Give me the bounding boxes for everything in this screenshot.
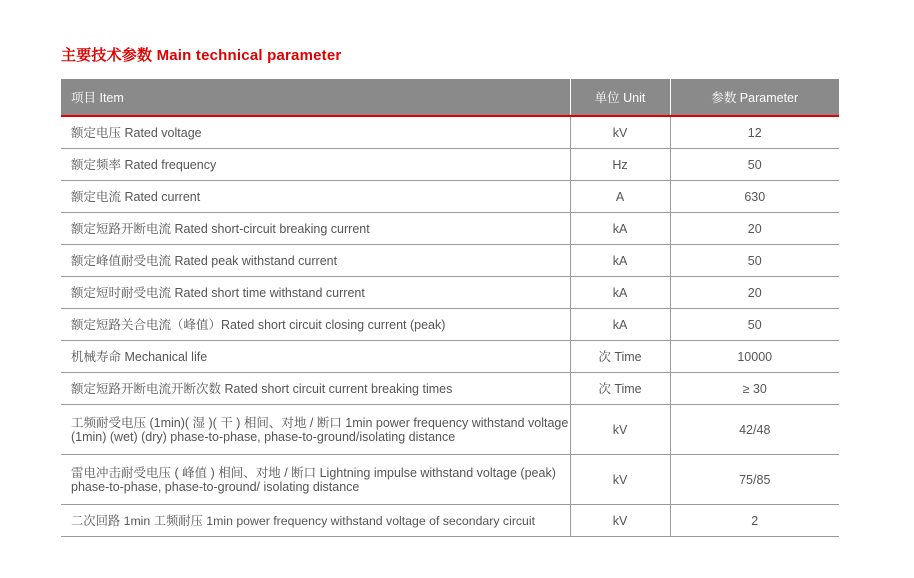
value-cell: 12	[670, 116, 839, 149]
header-unit: 单位 Unit	[570, 79, 670, 116]
unit-cell: A	[570, 181, 670, 213]
value-cell: 630	[670, 181, 839, 213]
item-cell: 二次回路 1min 工频耐压 1min power frequency withstand voltage of secondary circuit	[61, 505, 570, 537]
table-row	[61, 213, 839, 245]
table-row	[61, 455, 839, 505]
unit-cell: kV	[570, 405, 670, 455]
table-row	[61, 181, 839, 213]
item-cell: 额定短路关合电流（峰值）Rated short circuit closing current (peak)	[61, 309, 570, 341]
value-cell: 50	[670, 149, 839, 181]
item-cell: 额定短路开断电流开断次数 Rated short circuit current breaking times	[61, 373, 570, 405]
unit-cell: kA	[570, 277, 670, 309]
table-row	[61, 373, 839, 405]
table-row	[61, 277, 839, 309]
value-cell: 20	[670, 213, 839, 245]
item-cell: 工频耐受电压 (1min)( 湿 )( 干 ) 相间、对地 / 断口 1min power frequency withstand voltage (1min) (wet) (dry) phase-to-phase, phase-to-ground/isolating distance	[61, 405, 570, 455]
unit-cell: kV	[570, 455, 670, 505]
unit-cell: 次 Time	[570, 341, 670, 373]
value-cell: ≥ 30	[670, 373, 839, 405]
header-parameter: 参数 Parameter	[670, 79, 839, 116]
table-header-row	[61, 79, 839, 116]
item-cell: 额定电流 Rated current	[61, 181, 570, 213]
unit-cell: kA	[570, 213, 670, 245]
item-cell: 额定峰值耐受电流 Rated peak withstand current	[61, 245, 570, 277]
item-cell: 额定频率 Rated frequency	[61, 149, 570, 181]
unit-cell: kA	[570, 309, 670, 341]
technical-parameter-table	[61, 79, 839, 537]
page-title: 主要技术参数 Main technical parameter	[61, 47, 342, 64]
value-cell: 50	[670, 245, 839, 277]
table-row	[61, 341, 839, 373]
unit-cell: kV	[570, 116, 670, 149]
table-row	[61, 149, 839, 181]
table-row	[61, 405, 839, 455]
table-row	[61, 245, 839, 277]
unit-cell: Hz	[570, 149, 670, 181]
table-row	[61, 505, 839, 537]
value-cell: 50	[670, 309, 839, 341]
table-row	[61, 309, 839, 341]
item-cell: 额定短时耐受电流 Rated short time withstand current	[61, 277, 570, 309]
value-cell: 42/48	[670, 405, 839, 455]
unit-cell: kV	[570, 505, 670, 537]
item-cell: 额定短路开断电流 Rated short-circuit breaking current	[61, 213, 570, 245]
value-cell: 75/85	[670, 455, 839, 505]
table-row	[61, 116, 839, 149]
unit-cell: 次 Time	[570, 373, 670, 405]
header-item: 项目 Item	[61, 79, 570, 116]
item-cell: 雷电冲击耐受电压 ( 峰值 ) 相间、对地 / 断口 Lightning impulse withstand voltage (peak) phase-to-phase, phase-to-ground/ isolating distance	[61, 455, 570, 505]
item-cell: 额定电压 Rated voltage	[61, 116, 570, 149]
value-cell: 2	[670, 505, 839, 537]
unit-cell: kA	[570, 245, 670, 277]
value-cell: 20	[670, 277, 839, 309]
item-cell: 机械寿命 Mechanical life	[61, 341, 570, 373]
value-cell: 10000	[670, 341, 839, 373]
